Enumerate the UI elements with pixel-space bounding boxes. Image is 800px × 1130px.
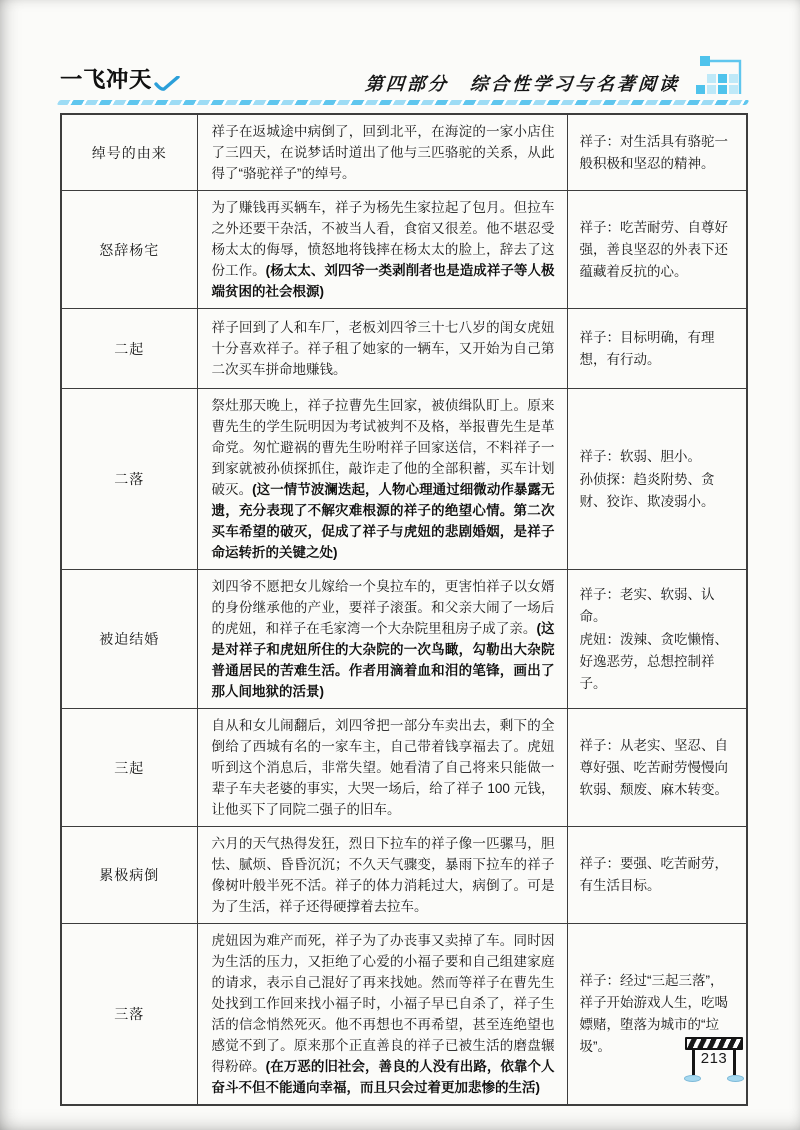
table-row — [61, 827, 747, 924]
character-analysis-line: 祥子：从老实、坚忍、自尊好强、吃苦耐劳慢慢向软弱、颓废、麻木转变。 — [579, 737, 728, 797]
event-commentary: (这一情节波澜迭起，人物心理通过细微动作暴露无遗，充分表现了不解灾难根源的祥子的绝望心情。第二次买车希望的破灭，促成了祥子与虎妞的悲剧婚姻，是祥子命运转折的关键之处) — [211, 482, 555, 560]
table-body — [61, 114, 747, 1105]
character-analysis-cell — [567, 114, 747, 191]
event-description-cell — [197, 309, 567, 389]
event-title: 三起 — [61, 709, 197, 827]
character-analysis-cell — [567, 389, 747, 570]
brand-logo-text: 一飞冲天 — [60, 67, 153, 92]
event-description: 祥子在返城途中病倒了，回到北平，在海淀的一家小店住了三四天，在说梦话时道出了他与三匹骆驼的关系，从此得了“骆驼祥子”的绰号。 — [211, 124, 555, 181]
character-analysis-line: 孙侦探：趋炎附势、贪财、狡诈、欺凌弱小。 — [579, 471, 715, 509]
character-analysis-line: 祥子：要强、吃苦耐劳，有生活目标。 — [579, 856, 728, 893]
character-analysis-line: 祥子：经过“三起三落”，祥子开始游戏人生，吃喝嫖赌，堕落为城市的“垃圾”。 — [579, 973, 728, 1054]
table-row — [61, 389, 747, 570]
character-analysis-cell — [567, 570, 747, 709]
character-analysis-cell — [567, 827, 747, 924]
character-analysis-line: 虎妞：泼辣、贪吃懒惰、好逸恶劳，总想控制祥子。 — [579, 631, 728, 691]
character-analysis-line: 祥子：老实、软弱、认命。 — [579, 586, 715, 624]
table-row — [61, 114, 747, 191]
event-description: 虎妞因为难产而死，祥子为了办丧事又卖掉了车。同时因为生活的压力，又拒绝了心爱的小福子要和自己组建家庭的请求，表示自己混好了再来找她。然而等祥子在曹先生处找到工作回来找小福子时，小福子早已自杀了，祥子生活的信念悄然死灭。他不再想也不再希望，甚至连绝望也感觉不到了。原来那个正直善良的祥子已被生活的磨盘辗得粉碎。 — [211, 933, 555, 1074]
chart-icon — [694, 54, 746, 100]
event-description-cell — [197, 924, 567, 1106]
table-row — [61, 309, 747, 389]
event-description: 祥子回到了人和车厂，老板刘四爷三十七八岁的闺女虎妞十分喜欢祥子。祥子租了她家的一辆车，又开始为自己第二次买车拼命地赚钱。 — [211, 320, 555, 377]
section-title: 第四部分 综合性学习与名著阅读 — [364, 74, 681, 95]
event-description: 自从和女儿闹翻后，刘四爷把一部分车卖出去，剩下的全倒给了西城有名的一家车主，自己带着钱享福去了。虎妞听到这个消息后，非常失望。她看清了自己将来只能做一辈子车夫老婆的事实，大哭一场后，给了祥子 100 元钱，让他买下了同院二强子的旧车。 — [211, 718, 555, 817]
event-description: 为了赚钱再买辆车，祥子为杨先生家拉起了包月。但拉车之外还要干杂活，不被当人看，食宿又很差。他不堪忍受杨太太的侮辱，愤怒地将钱摔在杨太太的脸上，辞去了这份工作。 — [211, 200, 555, 278]
event-description: 刘四爷不愿把女儿嫁给一个臭拉车的，更害怕祥子以女婿的身份继承他的产业，要祥子滚蛋。和父亲大闹了一场后的虎妞，和祥子在毛家湾一个大杂院里租房子成了亲。 — [211, 579, 555, 636]
event-title: 被迫结婚 — [61, 570, 197, 709]
character-analysis-line: 祥子：吃苦耐劳、自尊好强，善良坚忍的外表下还蕴藏着反抗的心。 — [579, 219, 728, 279]
header-divider — [57, 100, 750, 105]
event-title: 三落 — [61, 924, 197, 1106]
character-analysis-line: 祥子：对生活具有骆驼一般积极和坚忍的精神。 — [579, 133, 728, 171]
table-row — [61, 570, 747, 709]
event-description-cell — [197, 570, 567, 709]
character-analysis-line: 祥子：目标明确，有理想，有行动。 — [579, 329, 715, 367]
hurdle-foot-right — [727, 1075, 744, 1082]
character-analysis-cell — [567, 309, 747, 389]
event-description-cell — [197, 389, 567, 570]
character-analysis-cell — [567, 709, 747, 827]
event-title: 绰号的由来 — [61, 114, 197, 191]
event-description-cell — [197, 827, 567, 924]
plot-summary-table — [60, 113, 748, 1106]
page-header — [60, 54, 746, 100]
page-number: 213 — [700, 1050, 728, 1067]
event-description-cell — [197, 114, 567, 191]
event-title: 二落 — [61, 389, 197, 570]
character-analysis-line: 祥子：软弱、胆小。 — [579, 448, 701, 464]
event-title: 二起 — [61, 309, 197, 389]
event-commentary: (在万恶的旧社会，善良的人没有出路，依靠个人奋斗不但不能通向幸福，而且只会过着更加悲惨的生活) — [211, 1059, 555, 1095]
table-row — [61, 709, 747, 827]
event-title: 累极病倒 — [61, 827, 197, 924]
hurdle-foot-left — [684, 1075, 701, 1082]
table-row — [61, 191, 747, 309]
page-marker — [684, 1037, 744, 1082]
event-title: 怒辞杨宅 — [61, 191, 197, 309]
brand-logo — [60, 63, 180, 100]
event-commentary: (杨太太、刘四爷一类剥削者也是造成祥子等人极端贫困的社会根源) — [211, 263, 555, 299]
event-description-cell — [197, 191, 567, 309]
event-description: 祭灶那天晚上，祥子拉曹先生回家，被侦缉队盯上。原来曹先生的学生阮明因为考试被判不及格，举报曹先生是革命党。匆忙避祸的曹先生吩咐祥子回家送信，不料祥子一到家就被孙侦探抓住，敲诈走了他的全部积蓄，买车计划破灭。 — [211, 398, 555, 497]
character-analysis-cell — [567, 191, 747, 309]
table-row — [61, 924, 747, 1106]
event-commentary: (这是对祥子和虎妞所住的大杂院的一次鸟瞰，勾勒出大杂院普通居民的苦难生活。作者用滴着血和泪的笔锋，画出了那人间地狱的活景) — [211, 621, 555, 699]
event-description-cell — [197, 709, 567, 827]
check-swoosh-icon — [154, 76, 180, 92]
event-description: 六月的天气热得发狂，烈日下拉车的祥子像一匹骡马，胆怯、腻烦、昏昏沉沉；不久天气骤变，暴雨下拉车的祥子像树叶般半死不活。祥子的体力消耗过大，病倒了。可是为了生活，祥子还得硬撑着去拉车。 — [211, 836, 555, 914]
